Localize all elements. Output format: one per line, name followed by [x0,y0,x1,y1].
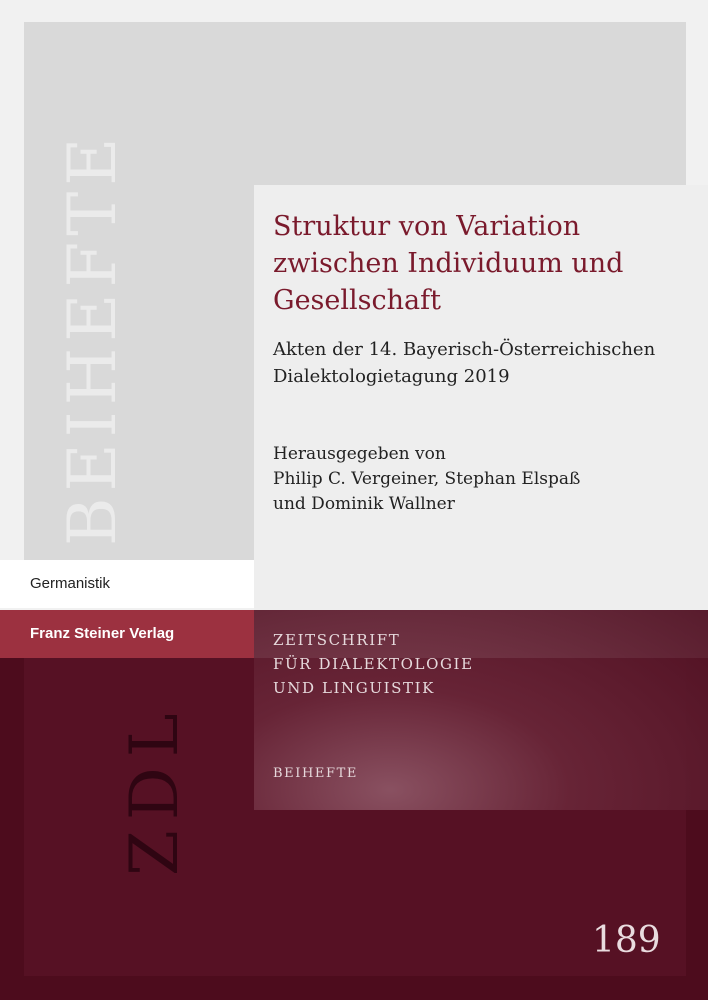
title-line: Gesellschaft [273,285,441,316]
spine-top-area [24,22,254,560]
series-line: UND LINGUISTIK [273,679,435,697]
subtitle-line: Akten der 14. Bayerisch-Österreichischen [273,339,656,360]
subject-label: Germanistik [30,575,111,592]
book-subtitle [273,336,693,390]
subtitle-line: Dialektologietagung 2019 [273,366,510,387]
publisher-name: Franz Steiner Verlag [30,625,175,642]
editors-line: und Dominik Wallner [273,494,455,514]
series-line: ZEITSCHRIFT [273,631,401,649]
title-line: zwischen Individuum und [273,248,624,279]
book-editors [273,442,693,517]
series-line: FÜR DIALEKTOLOGIE [273,655,474,673]
series-name [273,628,474,700]
spine-beihefte-text: BEIHEFTE [54,131,131,546]
editors-line: Philip C. Vergeiner, Stephan Elspaß [273,469,581,489]
volume-number: 189 [592,920,661,961]
title-line: Struktur von Variation [273,211,581,242]
spine-zdl-text: ZDL [116,703,193,876]
book-title [273,208,693,319]
series-subseries: BEIHEFTE [273,766,358,781]
editors-line: Herausgegeben von [273,444,446,464]
